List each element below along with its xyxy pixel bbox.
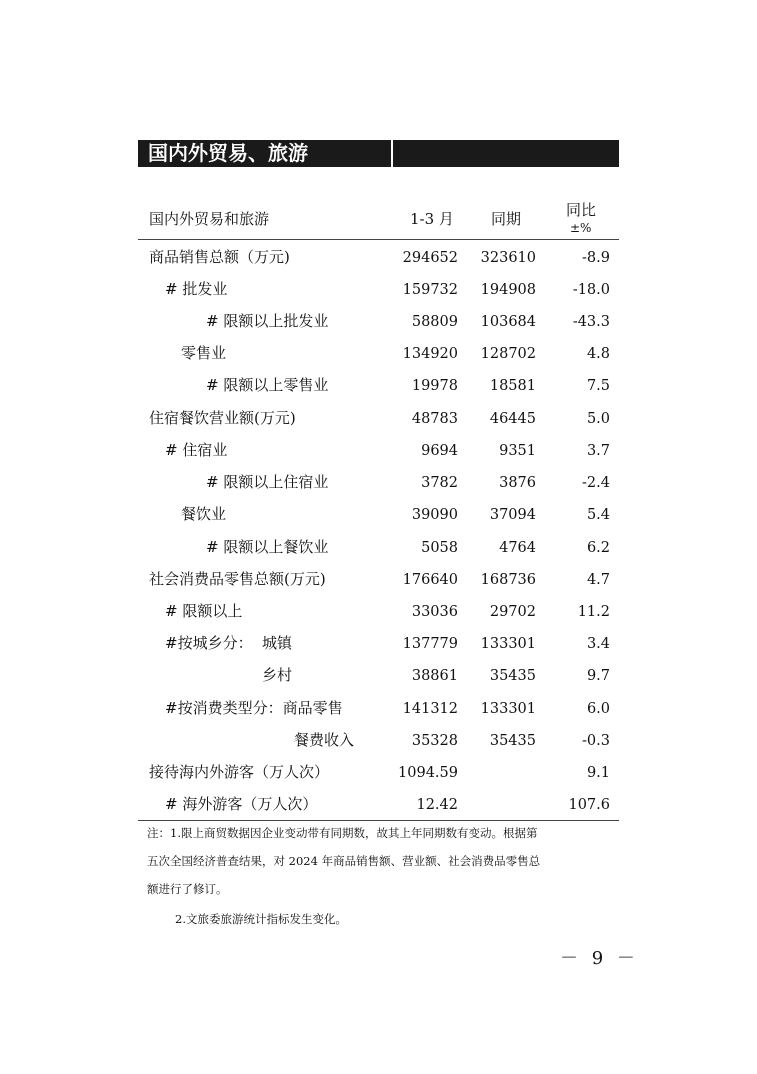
table-row bbox=[0, 337, 757, 369]
table-row bbox=[0, 241, 757, 273]
row-label: 接待海内外游客（万人次） bbox=[149, 763, 330, 781]
table-row bbox=[0, 402, 757, 434]
table-row bbox=[0, 788, 757, 820]
row-label: 餐费收入 bbox=[294, 731, 355, 749]
table-row bbox=[0, 531, 757, 563]
cell-yoy: 11.2 bbox=[577, 604, 610, 620]
section-title: 国内外贸易、旅游 bbox=[148, 141, 308, 165]
header-yoy-unit: ±% bbox=[570, 221, 592, 235]
cell-yoy: -8.9 bbox=[582, 250, 610, 266]
cell-yoy: 7.5 bbox=[586, 378, 610, 394]
cell-same-period: 133301 bbox=[480, 636, 536, 652]
header-period: 1-3 月 bbox=[410, 210, 454, 228]
note-line-4: 2.文旅委旅游统计指标发生变化。 bbox=[175, 912, 347, 926]
cell-yoy: 6.2 bbox=[586, 540, 610, 556]
cell-current: 141312 bbox=[402, 701, 458, 717]
cell-yoy: -18.0 bbox=[572, 282, 610, 298]
cell-yoy: 5.0 bbox=[586, 411, 610, 427]
cell-same-period: 4764 bbox=[499, 540, 536, 556]
header-yoy: 同比 bbox=[566, 201, 597, 219]
cell-current: 1094.59 bbox=[398, 765, 458, 781]
cell-same-period: 3876 bbox=[499, 475, 536, 491]
cell-same-period: 35435 bbox=[489, 668, 536, 684]
header-item-name: 国内外贸易和旅游 bbox=[149, 210, 270, 228]
cell-yoy: 9.7 bbox=[586, 668, 610, 684]
cell-current: 9694 bbox=[421, 443, 458, 459]
cell-current: 5058 bbox=[421, 540, 458, 556]
cell-same-period: 194908 bbox=[480, 282, 536, 298]
table-row bbox=[0, 563, 757, 595]
header-rule bbox=[138, 239, 619, 240]
cell-yoy: 5.4 bbox=[586, 507, 610, 523]
cell-current: 294652 bbox=[402, 250, 458, 266]
row-label: 零售业 bbox=[181, 344, 227, 362]
cell-same-period: 133301 bbox=[480, 701, 536, 717]
row-label: #按消费类型分：商品零售 bbox=[165, 699, 343, 717]
cell-current: 3782 bbox=[421, 475, 458, 491]
cell-yoy: 4.8 bbox=[586, 346, 610, 362]
table-row bbox=[0, 434, 757, 466]
row-label: # 限额以上 bbox=[165, 602, 243, 620]
note-line-3: 额进行了修订。 bbox=[147, 882, 228, 896]
cell-same-period: 103684 bbox=[480, 314, 536, 330]
cell-current: 12.42 bbox=[416, 797, 458, 813]
table-row bbox=[0, 627, 757, 659]
cell-yoy: -0.3 bbox=[582, 733, 610, 749]
table-row bbox=[0, 466, 757, 498]
cell-same-period: 37094 bbox=[489, 507, 536, 523]
header-same-period: 同期 bbox=[491, 210, 522, 228]
row-sublabel: 城镇 bbox=[262, 634, 293, 652]
table-row bbox=[0, 692, 757, 724]
table-row bbox=[0, 595, 757, 627]
page-number: － 9 － bbox=[560, 948, 639, 969]
cell-same-period: 29702 bbox=[489, 604, 536, 620]
row-label: # 限额以上餐饮业 bbox=[206, 538, 329, 556]
cell-same-period: 35435 bbox=[489, 733, 536, 749]
cell-yoy: -43.3 bbox=[572, 314, 610, 330]
section-title-bar bbox=[138, 140, 619, 167]
row-label: # 住宿业 bbox=[165, 441, 228, 459]
row-label: 社会消费品零售总额(万元) bbox=[149, 570, 326, 588]
cell-current: 35328 bbox=[411, 733, 458, 749]
row-label: # 批发业 bbox=[165, 280, 228, 298]
row-label: #按城乡分： bbox=[165, 634, 253, 652]
row-label: # 限额以上批发业 bbox=[206, 312, 329, 330]
title-divider bbox=[391, 140, 393, 167]
row-label: # 限额以上住宿业 bbox=[206, 473, 329, 491]
cell-current: 159732 bbox=[402, 282, 458, 298]
row-label: 商品销售总额（万元) bbox=[149, 248, 290, 266]
cell-yoy: 107.6 bbox=[568, 797, 610, 813]
cell-current: 39090 bbox=[411, 507, 458, 523]
cell-current: 48783 bbox=[411, 411, 458, 427]
cell-current: 19978 bbox=[411, 378, 458, 394]
cell-same-period: 9351 bbox=[499, 443, 536, 459]
table-row bbox=[0, 756, 757, 788]
row-label: 餐饮业 bbox=[181, 505, 227, 523]
table-row bbox=[0, 724, 757, 756]
cell-current: 38861 bbox=[411, 668, 458, 684]
cell-same-period: 323610 bbox=[480, 250, 536, 266]
cell-current: 137779 bbox=[402, 636, 458, 652]
cell-yoy: -2.4 bbox=[582, 475, 610, 491]
table-row bbox=[0, 659, 757, 691]
row-label: # 海外游客（万人次） bbox=[165, 795, 318, 813]
cell-current: 134920 bbox=[402, 346, 458, 362]
note-line-2: 五次全国经济普查结果，对 2024 年商品销售额、营业额、社会消费品零售总 bbox=[147, 854, 541, 868]
row-label: 乡村 bbox=[262, 666, 293, 684]
note-line-1: 注：1.限上商贸数据因企业变动带有同期数，故其上年同期数有变动。根据第 bbox=[147, 826, 538, 840]
cell-current: 58809 bbox=[411, 314, 458, 330]
table-row bbox=[0, 498, 757, 530]
cell-yoy: 3.7 bbox=[586, 443, 610, 459]
row-label: # 限额以上零售业 bbox=[206, 376, 329, 394]
row-label: 住宿餐饮营业额(万元) bbox=[149, 409, 296, 427]
table-row bbox=[0, 369, 757, 401]
cell-yoy: 9.1 bbox=[586, 765, 610, 781]
cell-same-period: 18581 bbox=[489, 378, 536, 394]
cell-yoy: 4.7 bbox=[586, 572, 610, 588]
cell-current: 33036 bbox=[411, 604, 458, 620]
cell-yoy: 3.4 bbox=[586, 636, 610, 652]
table-row bbox=[0, 305, 757, 337]
cell-yoy: 6.0 bbox=[586, 701, 610, 717]
cell-same-period: 46445 bbox=[489, 411, 536, 427]
cell-current: 176640 bbox=[402, 572, 458, 588]
cell-same-period: 168736 bbox=[480, 572, 536, 588]
table-row bbox=[0, 273, 757, 305]
cell-same-period: 128702 bbox=[480, 346, 536, 362]
table-bottom-rule bbox=[138, 820, 619, 821]
